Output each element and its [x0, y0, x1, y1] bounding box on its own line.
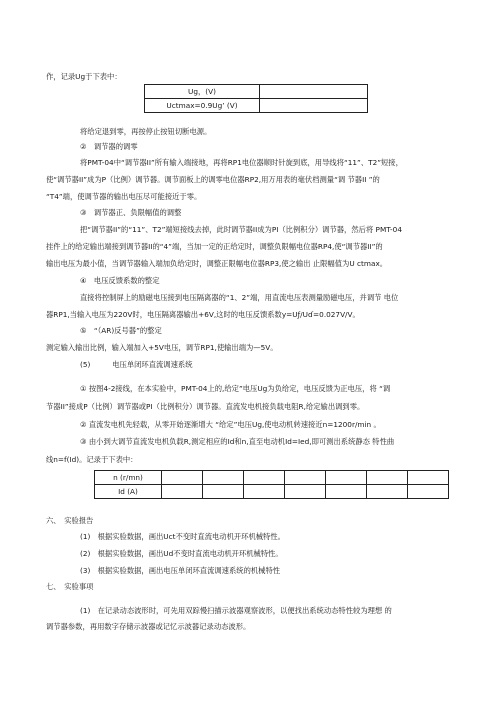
- table-cell-value: [260, 99, 368, 113]
- table-cell-label: Id (A): [95, 485, 162, 499]
- table-row: [145, 85, 368, 99]
- section-3-line-1: 把“调节器II”的“11”、T2”端短接线去掉，此时调节器II成为PI（比例积分）调节器，然后将 PMT-04: [80, 225, 402, 234]
- report-item-2: (2) 根据实验数据，画出Ud不变时直流电动机开环机械特性。: [80, 549, 283, 558]
- section-2-line-1: 将PMT-04中“调节器II”所有输入端接地，再将RP1电位器顺时针旋到底，用导线将“11”、T2”短接，: [80, 158, 403, 167]
- section-6-title: (5) 电压单闭环直流调速系统: [80, 360, 193, 369]
- report-item-3: (3) 根据实验数据，画出电压单闭环直流调速系统的机械特性: [80, 566, 281, 575]
- table-cell-label: Ug，(V): [145, 85, 260, 99]
- table-cell: [326, 471, 367, 485]
- table-cell-label: n (r/mn): [95, 471, 162, 485]
- section-6-line-2: 节器II”接成P（比例）调节器或PI（比例积分）调节器。直流发电机接负载电阻R,给定输出调到零。: [46, 402, 365, 411]
- reset-paragraph: 将给定退到零，再按停止按钮切断电源。: [80, 127, 212, 136]
- table-row: [95, 485, 449, 499]
- table-cell: [285, 485, 326, 499]
- section-6-line-4: ③ 由小到大调节直流发电机负载R,测定相应的Id和n,直至电动机Id=Ied,即可测出系统静态 特性曲: [80, 437, 395, 446]
- section-4-line-1: 直接将控制屏上的励磁电压接到电压隔离器的“1、2”端，用直流电压表测量励磁电压，并调节 电位: [80, 293, 399, 302]
- section-6-line-1: ① 按图4-2接线，在本实验中，PMT-04上的,给定”电压Ug为负给定，电压反馈为正电压，将 “调: [80, 384, 391, 393]
- table-cell-value: [260, 85, 368, 99]
- notes-section-title: 七、 实验事项: [46, 582, 94, 591]
- table-cell: [326, 485, 367, 499]
- table-cell: [162, 485, 203, 499]
- section-6-line-3: ② 直流发电机先轻载，从零开始逐渐增大 “给定”电压Ug,使电动机转速接近n=1200r/min 。: [80, 420, 381, 429]
- section-2-title: ② 调节器的调零: [80, 142, 138, 151]
- table-cell-label: Uctmax=0.9Ug’ (V): [145, 99, 260, 113]
- table-cell: [244, 485, 285, 499]
- section-3-title: ③ 调节器正、负限幅值的调整: [80, 208, 182, 217]
- voltage-table: [144, 84, 368, 113]
- table-cell: [203, 471, 244, 485]
- table-cell: [203, 485, 244, 499]
- table-cell: [367, 471, 408, 485]
- section-4-title: ④ 电压反馈系数的整定: [80, 276, 160, 285]
- report-item-1: (1) 根据实验数据，画出Uct不变时直流电动机开环机械特性。: [80, 532, 285, 541]
- intro-text: 作，记录Ug于下表中：: [46, 72, 122, 81]
- section-4-line-2: 器RP1,当输入电压为220V时，电压隔离器输出+6V,这时的电压反馈系数y=Uƒ/Uɗ=0.027V/V。: [46, 310, 360, 319]
- table-cell: [408, 471, 449, 485]
- section-6-line-5: 线n=f(Id)。记录于下表中：: [46, 455, 138, 464]
- table-cell: [367, 485, 408, 499]
- table-cell: [162, 471, 203, 485]
- section-5-title: ⑤ “（AR)反号器”的整定: [80, 326, 162, 335]
- table-cell: [285, 471, 326, 485]
- table-cell: [244, 471, 285, 485]
- report-section-title: 六、 实验报告: [46, 516, 94, 525]
- section-5-line-1: 测定输入输出比例，输入端加入+5V电压，调节RP1,使输出端为—5V。: [46, 343, 278, 352]
- table-row: [145, 99, 368, 113]
- notes-line-2: 调节器参数，再用数字存储示波器或记忆示波器记录动态波形。: [46, 622, 251, 631]
- section-2-line-2: 使“调节器II”成为P（比例）调节器。调节面板上的调零电位器RP2,用万用表的毫伏档测量“调 节器II ”的: [46, 175, 380, 184]
- section-3-line-2: 挂件上的给定输出端接到调节器II的“4”端，当加一定的正给定时，调整负限幅电位器RP4,使“调节器II”的: [46, 242, 383, 251]
- section-2-line-3: “T4”端，使调节器的输出电压尽可能接近于零。: [46, 192, 202, 201]
- table-row: [95, 471, 449, 485]
- section-3-line-3: 输出电压为最小值，当调节器输入端加负给定时，调整正限幅电位器RP3,使之输出 止限幅值为U ctmax。: [46, 259, 388, 268]
- notes-line-1: (1) 在记录动态波形时，可先用双踪慢扫描示波器观察波形，以便找出系统动态特性较为理想 的: [80, 606, 392, 615]
- speed-current-table: [94, 470, 449, 499]
- table-cell: [408, 485, 449, 499]
